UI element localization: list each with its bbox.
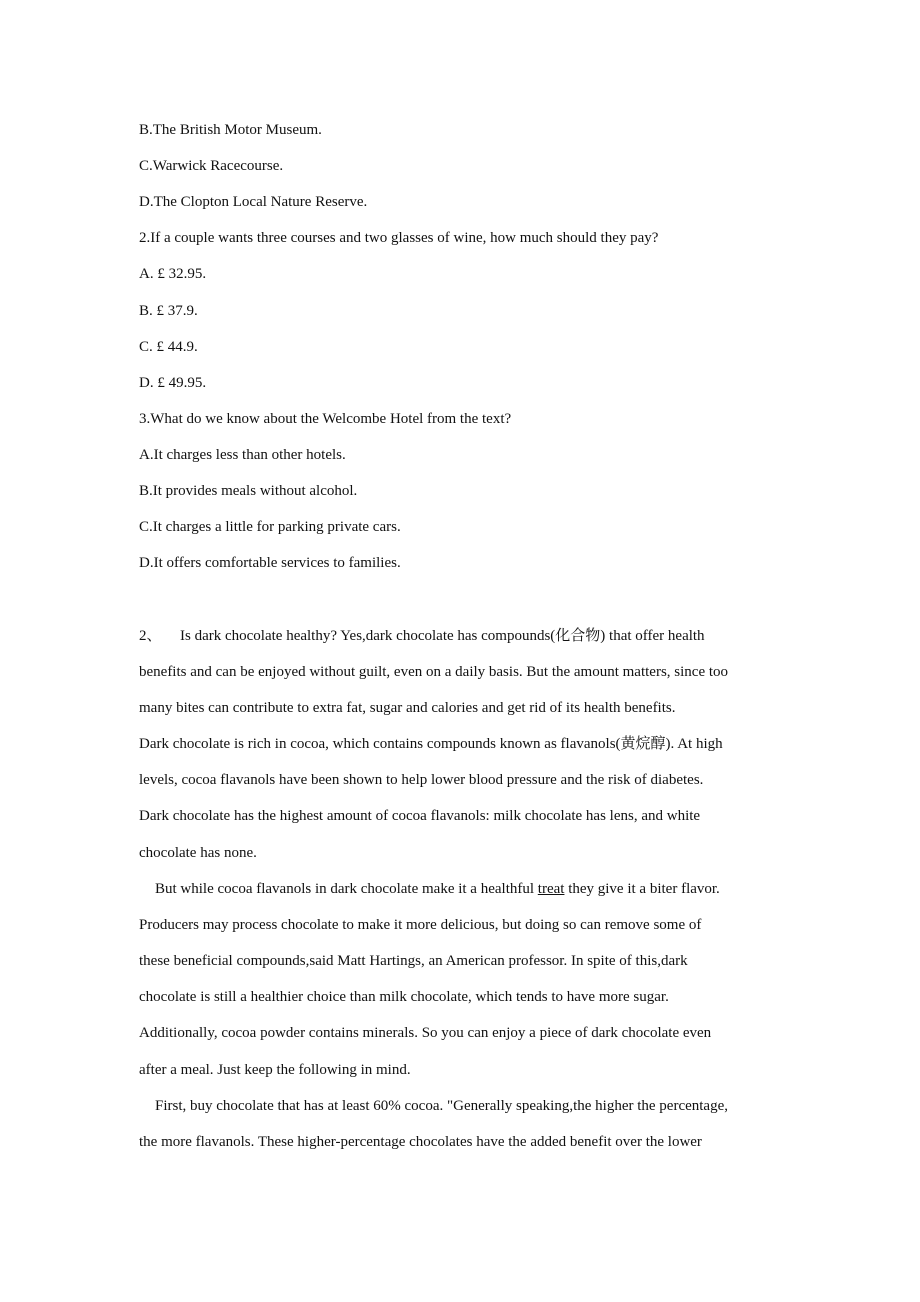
para3-text-after: they give it a biter flavor. <box>564 881 720 897</box>
q2-option-a: A. £ 32.95. <box>139 266 207 282</box>
q2-option-b: B. £ 37.9. <box>139 303 198 319</box>
passage-2-line-4: Dark chocolate is rich in cocoa, which contains compounds known as flavanols(黄烷醇). At high <box>139 736 723 752</box>
passage-text: Is dark chocolate healthy? Yes,dark chocolate has compounds(化合物) that offer health <box>180 628 705 644</box>
para3-line-2: Producers may process chocolate to make it more delicious, but doing so can remove some of <box>139 917 702 933</box>
passage-2-line-2: benefits and can be enjoyed without guilt, even on a daily basis. But the amount matters, since too <box>139 664 729 680</box>
para4-line-2: the more flavanols. These higher-percentage chocolates have the added benefit over the lower <box>139 1134 702 1150</box>
para3-line-3: these beneficial compounds,said Matt Hartings, an American professor. In spite of this,dark <box>139 953 688 969</box>
q3-option-a: A.It charges less than other hotels. <box>139 447 346 463</box>
para3-line-5: Additionally, cocoa powder contains minerals. So you can enjoy a piece of dark chocolate even <box>139 1025 712 1041</box>
q2-option-c: C. £ 44.9. <box>139 339 198 355</box>
q3-stem: 3.What do we know about the Welcombe Hotel from the text? <box>139 411 512 427</box>
passage-2-line-7: chocolate has none. <box>139 845 257 861</box>
para3-line-4: chocolate is still a healthier choice than milk chocolate, which tends to have more sugar. <box>139 989 669 1005</box>
q1-option-d: D.The Clopton Local Nature Reserve. <box>139 194 368 210</box>
q2-stem: 2.If a couple wants three courses and two glasses of wine, how much should they pay? <box>139 230 659 246</box>
passage-number: 2、 <box>139 628 162 644</box>
q3-option-d: D.It offers comfortable services to families. <box>139 555 401 571</box>
underlined-word-treat: treat <box>537 881 565 897</box>
q3-option-c: C.It charges a little for parking private cars. <box>139 519 401 535</box>
para3-line-1 <box>155 879 720 899</box>
q1-option-b: B.The British Motor Museum. <box>139 122 322 138</box>
q1-option-c: C.Warwick Racecourse. <box>139 158 284 174</box>
passage-2-line-5: levels, cocoa flavanols have been shown to help lower blood pressure and the risk of diabetes. <box>139 772 704 788</box>
para4-line-1: First, buy chocolate that has at least 60% cocoa. "Generally speaking,the higher the percentage, <box>155 1098 728 1114</box>
para3-text-before: But while cocoa flavanols in dark chocolate make it a healthful <box>155 881 538 897</box>
passage-2-line-1 <box>139 626 705 646</box>
passage-2-line-3: many bites can contribute to extra fat, sugar and calories and get rid of its health benefits. <box>139 700 676 716</box>
q3-option-b: B.It provides meals without alcohol. <box>139 483 358 499</box>
para3-line-6: after a meal. Just keep the following in mind. <box>139 1062 411 1078</box>
passage-2-line-6: Dark chocolate has the highest amount of cocoa flavanols: milk chocolate has lens, and white <box>139 808 701 824</box>
q2-option-d: D. £ 49.95. <box>139 375 207 391</box>
